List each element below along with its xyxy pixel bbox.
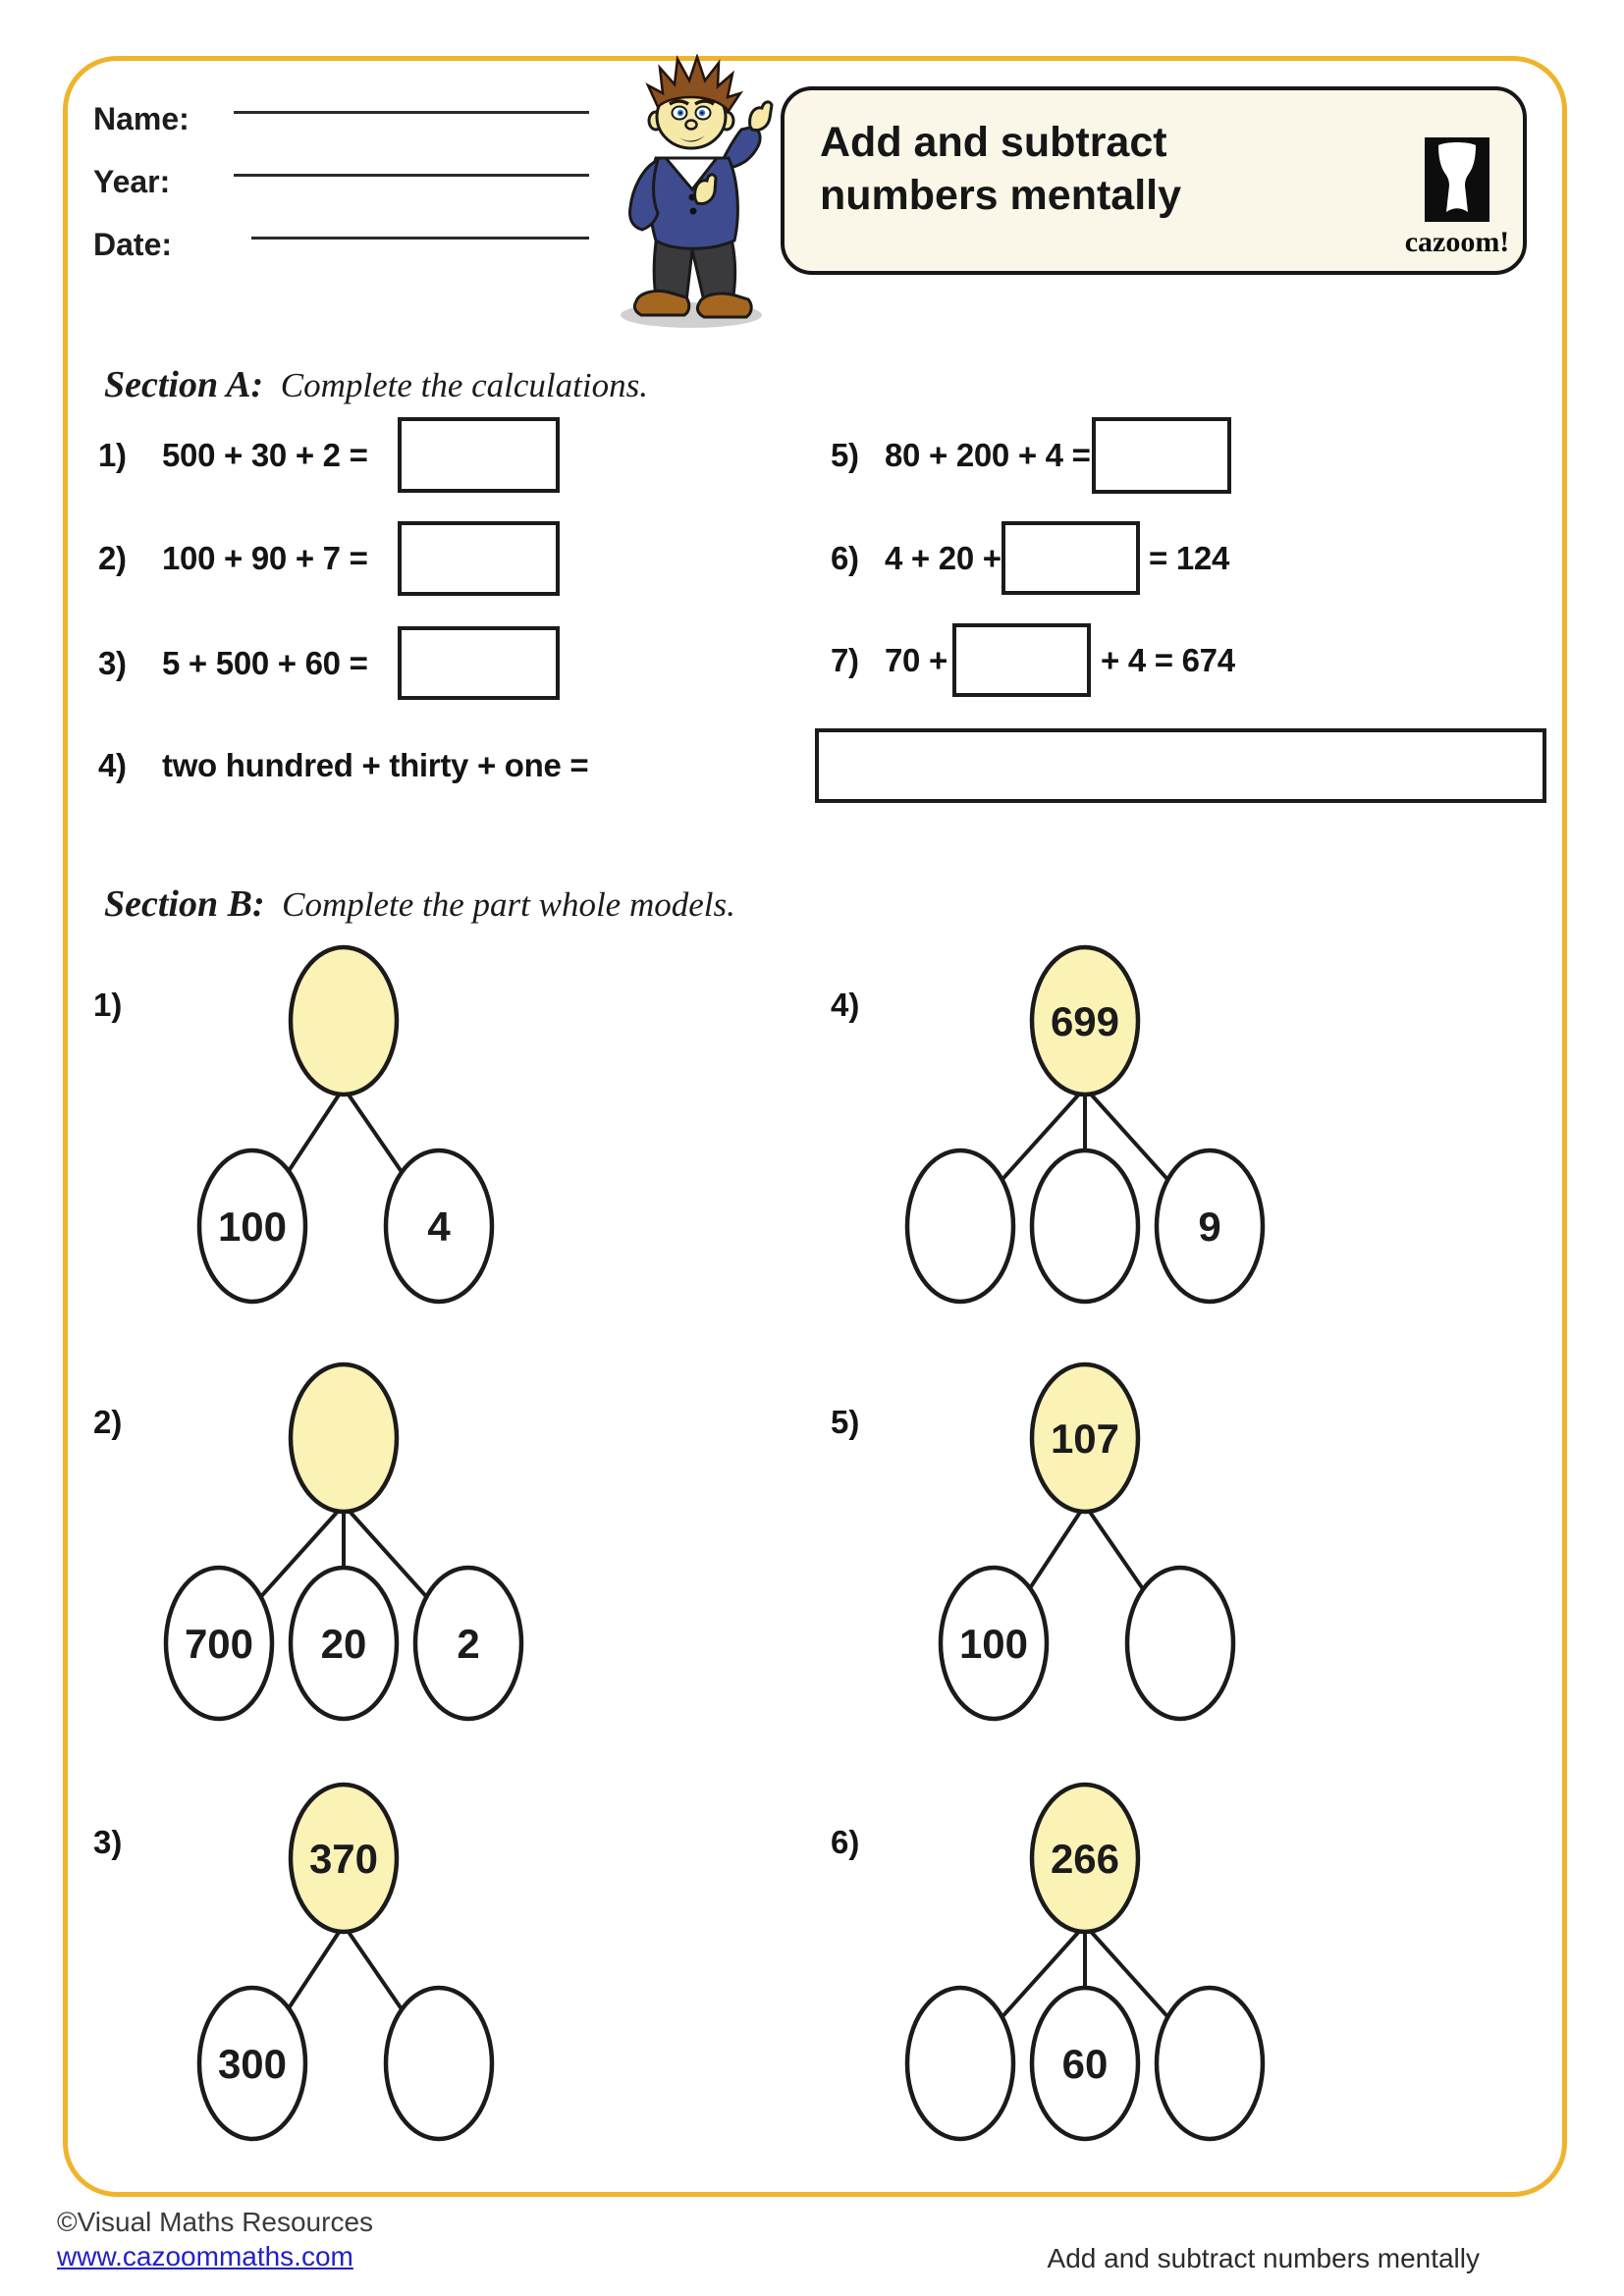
whole-value: 107 bbox=[1050, 1415, 1120, 1462]
answer-box bbox=[815, 728, 1546, 803]
year-input-line bbox=[234, 174, 589, 177]
part-value: 100 bbox=[958, 1621, 1029, 1667]
part-value: 9 bbox=[1198, 1203, 1221, 1250]
whole-circle bbox=[291, 947, 397, 1095]
question-number: 3) bbox=[98, 644, 127, 681]
part-whole-model bbox=[898, 1358, 1272, 1742]
question-expression: 100 + 90 + 7 = bbox=[162, 540, 368, 576]
mascot-arm-left bbox=[630, 160, 659, 230]
question-number: 7) bbox=[831, 641, 859, 678]
part-value: 4 bbox=[427, 1203, 451, 1250]
part-circle bbox=[1032, 1150, 1138, 1302]
part-whole-model bbox=[898, 940, 1272, 1325]
part-value: 60 bbox=[1061, 2041, 1109, 2087]
question-number: 6) bbox=[831, 539, 859, 576]
question-expression-tail: + 4 = 674 bbox=[1101, 641, 1235, 678]
djembe-drum-icon bbox=[1425, 137, 1489, 222]
title-line-1: Add and subtract bbox=[820, 119, 1167, 166]
answer-box bbox=[1001, 521, 1140, 595]
mascot-shoe-right bbox=[697, 294, 751, 317]
section-a-label: Section A: bbox=[104, 364, 264, 405]
mascot-nose bbox=[686, 121, 697, 130]
section-a-instruction: Complete the calculations. bbox=[280, 366, 648, 404]
answer-box bbox=[952, 623, 1091, 697]
mascot-illustration bbox=[601, 54, 783, 334]
part-circle bbox=[1157, 1988, 1263, 2139]
model-number: 5) bbox=[831, 1404, 860, 1440]
model-number: 3) bbox=[93, 1824, 123, 1860]
part-circle bbox=[907, 1988, 1013, 2139]
part-circle bbox=[1127, 1568, 1233, 1719]
question-expression: two hundred + thirty + one = bbox=[162, 747, 589, 783]
cazoom-logo bbox=[1425, 137, 1489, 222]
name-label: Name: bbox=[93, 101, 189, 136]
model-number: 1) bbox=[93, 987, 123, 1023]
mascot-pupil bbox=[701, 112, 704, 115]
answer-box bbox=[398, 626, 560, 700]
question-expression: 80 + 200 + 4 = bbox=[885, 437, 1091, 473]
model-number: 4) bbox=[831, 987, 860, 1023]
model-number: 6) bbox=[831, 1824, 860, 1860]
part-value: 2 bbox=[457, 1621, 480, 1667]
question-number: 2) bbox=[98, 540, 127, 576]
part-value: 20 bbox=[320, 1621, 367, 1667]
part-value: 700 bbox=[184, 1621, 254, 1667]
whole-value: 370 bbox=[308, 1836, 379, 1882]
part-value: 300 bbox=[217, 2041, 288, 2087]
footer-worksheet-name: Add and subtract numbers mentally bbox=[1047, 2243, 1480, 2273]
part-value: 100 bbox=[217, 1203, 288, 1250]
question-number: 4) bbox=[98, 747, 127, 783]
date-label: Date: bbox=[93, 227, 173, 262]
question-expression: 500 + 30 + 2 = bbox=[162, 436, 368, 473]
answer-box bbox=[398, 417, 560, 493]
whole-value: 699 bbox=[1050, 998, 1120, 1044]
model-number: 2) bbox=[93, 1404, 123, 1440]
question-expression-tail: = 124 bbox=[1149, 539, 1229, 576]
footer-website-link[interactable]: www.cazoommaths.com bbox=[57, 2241, 353, 2271]
part-whole-model bbox=[898, 1778, 1272, 2163]
mascot-button bbox=[690, 208, 697, 215]
cazoom-logo-text: cazoom! bbox=[1404, 226, 1510, 258]
whole-circle bbox=[291, 1364, 397, 1512]
question-number: 5) bbox=[831, 437, 859, 473]
answer-box bbox=[398, 521, 560, 596]
part-circle bbox=[907, 1150, 1013, 1302]
worksheet-title bbox=[820, 116, 1181, 222]
date-input-line bbox=[251, 237, 589, 240]
mascot-hand-thumb-up bbox=[750, 102, 772, 131]
worksheet-title-box bbox=[781, 86, 1527, 275]
question-expression: 5 + 500 + 60 = bbox=[162, 644, 368, 681]
mascot-pupil bbox=[679, 112, 682, 115]
question-expression: 4 + 20 + bbox=[885, 539, 1001, 576]
part-whole-model bbox=[157, 1778, 530, 2163]
part-circle bbox=[386, 1988, 492, 2139]
whole-value: 266 bbox=[1050, 1836, 1120, 1882]
mascot-shoe-left bbox=[634, 291, 688, 315]
part-whole-model bbox=[157, 940, 530, 1325]
section-b-label: Section B: bbox=[104, 883, 265, 925]
footer-credit: ©Visual Maths Resources bbox=[57, 2207, 374, 2237]
year-label: Year: bbox=[93, 164, 171, 199]
section-b-instruction: Complete the part whole models. bbox=[282, 885, 735, 924]
section-b-heading bbox=[96, 865, 735, 926]
title-line-2: numbers mentally bbox=[820, 172, 1181, 219]
section-a-heading bbox=[96, 346, 648, 406]
question-number: 1) bbox=[98, 436, 127, 473]
part-whole-model bbox=[157, 1358, 530, 1742]
question-expression: 70 + bbox=[885, 641, 947, 678]
answer-box bbox=[1092, 417, 1231, 494]
name-input-line bbox=[234, 111, 589, 114]
